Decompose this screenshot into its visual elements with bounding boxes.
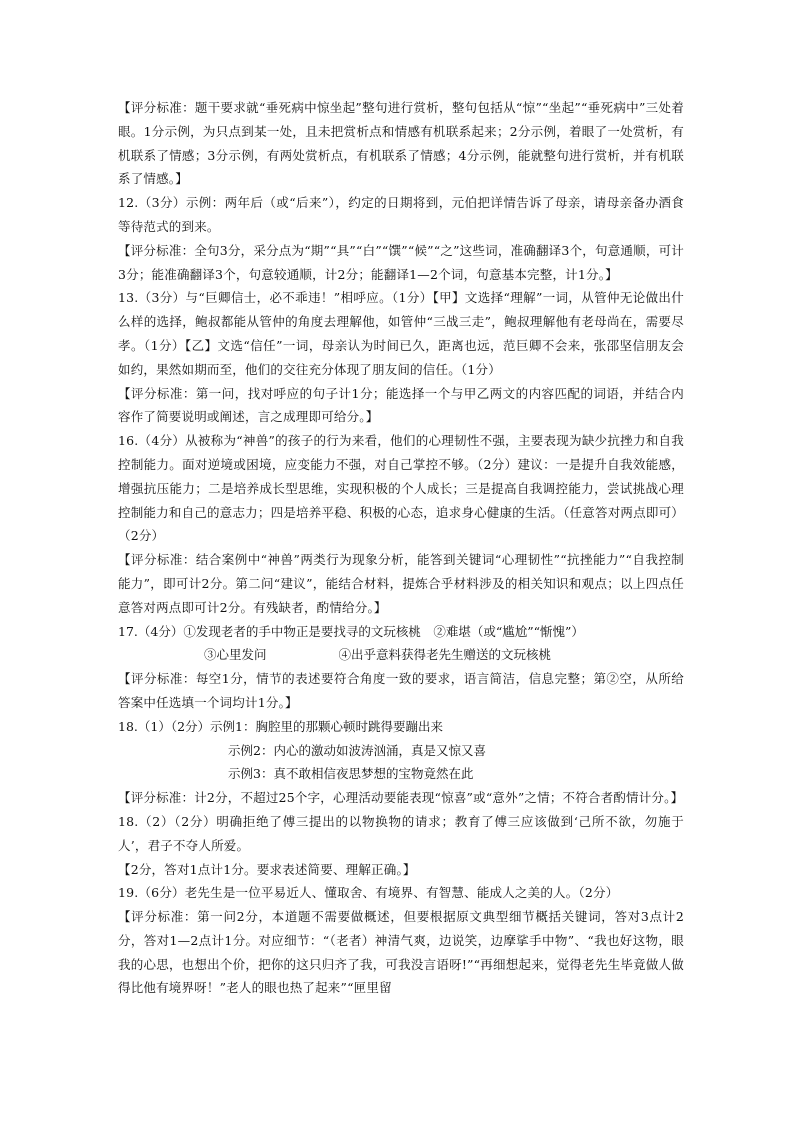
q19-block bbox=[118, 881, 684, 1000]
q16-answer: 16.（4分）从被称为“神兽”的孩子的行为来看，他们的心理韧性不强，主要表现为缺少抗挫力和自我控制能力。面对逆境或困境，应变能力不强，对自己掌控不够。（2分）建议：一是提升自我效能感，增强抗压能力；二是培养成长型思维，实现积极的个人成长；三是提高自我调控能力，尝试挑战心理控制能力和自己的意志力；四是培养平稳、积极的心态，追求身心健康的生活。（任意答对两点即可）（2分） bbox=[118, 433, 684, 544]
q12-answer: 12.（3分）示例：两年后（或“后来”），约定的日期将到，元伯把详情告诉了母亲，请母亲备办酒食等待范式的到来。 bbox=[118, 195, 684, 234]
q12-criteria: 【评分标准：全句3分，采分点为“期”“具”“白”“馔”“候”“之”这些词，准确翻译3个，句意通顺，可计3分；能准确翻译3个，句意较通顺，计2分；能翻译1—2个词，句意基本完整，计1分。】 bbox=[118, 242, 684, 282]
q17-item3: ③心里发问 bbox=[204, 647, 267, 663]
q19-criteria: 【评分标准：第一问2分，本道题不需要做概述，但要根据原文典型细节概括关键词，答对3点计2分，答对1—2点计1分。对应细节：“（老者）神清气爽，边说笑，边摩挲手中物”、“我也好这物，眼我的心思，也想出个价，把你的这只归齐了我，可我没言语呀!”“再细想起来，觉得老先生毕竟做人做得比他有境界呀！”老人的眼也热了起来”“匣里留 bbox=[118, 909, 684, 996]
q18-1-block bbox=[118, 715, 684, 810]
q17-item4: ④出乎意料获得老先生赠送的文玩核桃 bbox=[338, 647, 552, 663]
q16-criteria: 【评分标准：结合案例中“神兽”两类行为现象分析，能答到关键词“心理韧性”“抗挫能力”“自我控制能力”，即可计2分。第二问“建议”，能结合材料，提炼合乎材料涉及的相关知识和观点；以上四点任意答对两点即可计2分。有残缺者，酌情给分。】 bbox=[118, 552, 684, 615]
q19-answer: 19.（6分）老先生是一位平易近人、懂取舍、有境界、有智慧、能成人之美的人。（2分） bbox=[118, 885, 619, 901]
q18-2-answer: 18.（2）（2分）明确拒绝了傅三提出的以物换物的请求；教育了傅三应该做到‘己所不欲，勿施于人’，君子不夺人所爱。 bbox=[118, 813, 684, 853]
q18-2-criteria: 【2分，答对1点计1分。要求表述简要、理解正确。】 bbox=[118, 861, 416, 877]
q17-line2 bbox=[118, 643, 684, 667]
q18-2-block bbox=[118, 810, 684, 881]
answer-key-content bbox=[118, 96, 684, 1000]
q18-1-criteria: 【评分标准：计2分，不超过25个字，心理活动要能表现“惊喜”或“意外”之情；不符合者酌情计分。】 bbox=[118, 790, 684, 806]
q18-1-line1: 18.（1）（2分）示例1：胸腔里的那颗心顿时跳得要蹦出来 bbox=[118, 718, 443, 734]
q13-answer: 13.（3分）与“巨卿信士，必不乖违！”相呼应。（1分）【甲】文选择“理解”一词，从管仲无论做出什么样的选择，鲍叔都能从管仲的角度去理解他，如管仲“三战三走”，鲍叔理解他有老母尚在，需要尽孝。（1分）【乙】文选“信任”一词，母亲认为时间已久，距离也远，范巨卿不会来，张邵坚信朋友会如约，果然如期而至，他们的交往充分体现了朋友间的信任。（1分） bbox=[118, 290, 684, 377]
q11-criteria: 【评分标准：题干要求就“垂死病中惊坐起”整句进行赏析，整句包括从“惊”“坐起”“垂死病中”三处着眼。1分示例，为只点到某一处，且未把赏析点和情感有机联系起来；2分示例，着眼了一处赏析，有机联系了情感；3分示例，有两处赏析点，有机联系了情感；4分示例，能就整句进行赏析，并有机联系了情感。】 bbox=[118, 100, 684, 187]
q17-line1: 17.（4分）①发现老者的手中物正是要找寻的文玩核桃 ②难堪（或“尴尬”“惭愧”） bbox=[118, 623, 584, 639]
q13-criteria: 【评分标准：第一问，找对呼应的句子计1分；能选择一个与甲乙两文的内容匹配的词语，并结合内容作了简要说明或阐述，言之成理即可给分。】 bbox=[118, 385, 684, 425]
q17-criteria: 【评分标准：每空1分，情节的表述要符合角度一致的要求，语言简洁，信息完整；第②空，从所给答案中任选填一个词均计1分。】 bbox=[118, 671, 684, 710]
q17-block bbox=[118, 620, 684, 715]
q18-1-line3: 示例3：真不敢相信夜思梦想的宝物竟然在此 bbox=[228, 766, 474, 782]
q18-1-line2: 示例2：内心的激动如波涛汹涌，真是又惊又喜 bbox=[228, 742, 486, 758]
